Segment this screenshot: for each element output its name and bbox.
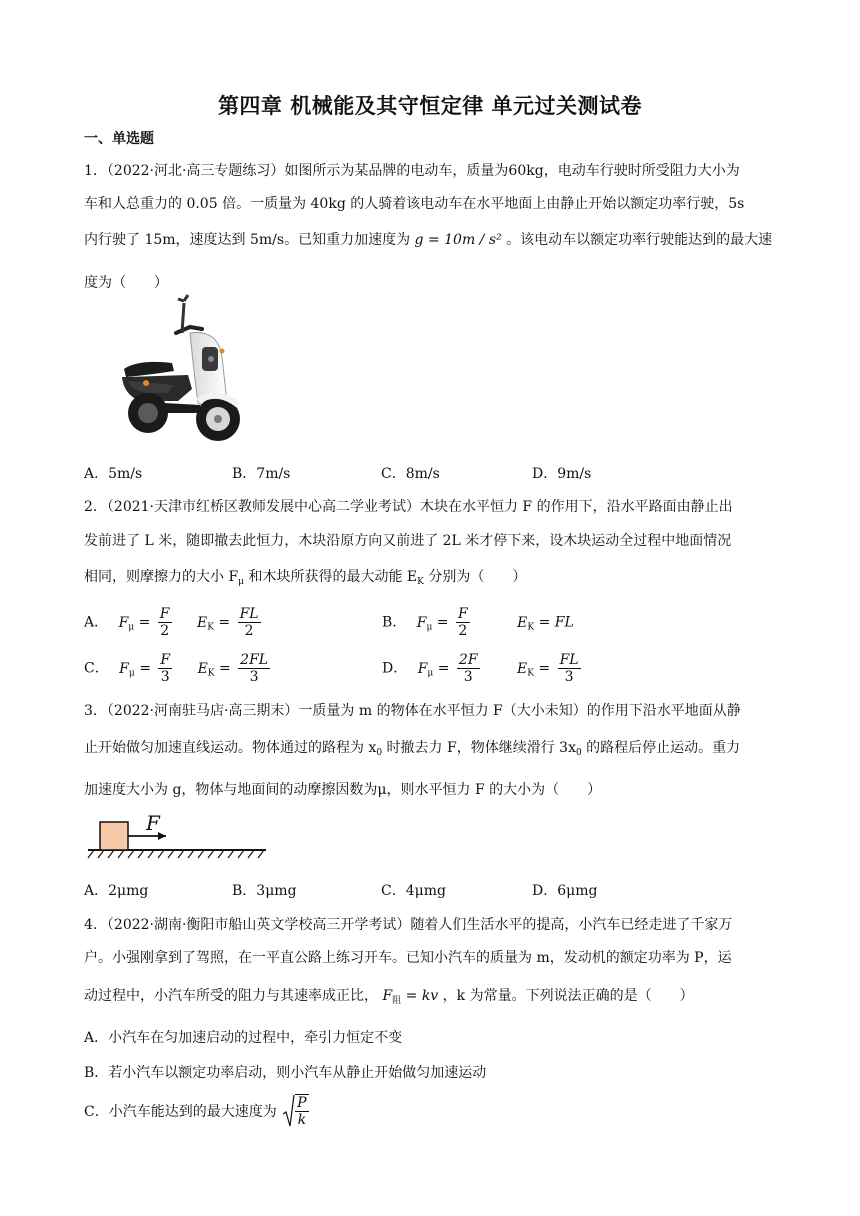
q4-line-3-text: 动过程中，小汽车所受的阻力与其速率成正比， <box>84 988 378 1004</box>
q3-line-3: 加速度大小为 g，物体与地面间的动摩擦因数为μ，则水平恒力 F 的大小为（ ） <box>84 782 602 798</box>
q2-line-3-tail: 分别为（ ） <box>428 569 527 585</box>
q1-option-a[interactable]: A．5m/s <box>84 466 143 482</box>
q2-line-2: 发前进了 L 米，随即撤去此恒力，木块沿原方向又前进了 2L 米才停下来，设木块运动全过程中地面情况 <box>84 533 732 549</box>
q2-sub-k: K <box>417 577 424 587</box>
q2-line-3-text: 相同，则摩擦力的大小 F <box>84 569 239 585</box>
q1-options <box>84 463 784 483</box>
q4-option-c[interactable]: C．小汽车能达到的最大速度为 $\frac{P}{k}$ <box>84 1095 307 1128</box>
block <box>100 822 128 850</box>
q1-line-1: 1．（2022·河北·高三专题练习）如图所示为某品牌的电动车，质量为60kg，电动车行驶时所受阻力大小为 <box>84 163 740 179</box>
q3-options <box>84 880 784 900</box>
q1-line-3 <box>84 229 784 249</box>
q4-formula-f: F <box>382 988 393 1004</box>
q4-formula-rhs: = kv <box>405 988 439 1004</box>
sqrt-symbol <box>283 1094 295 1128</box>
q4-line-1: 4．（2022·湖南·衡阳市船山英文学校高三开学考试）随着人们生活水平的提高，小汽车已经走进了千家万 <box>84 917 733 933</box>
q3-line-2-text: 止开始做匀加速直线运动。物体通过的路程为 x <box>84 740 377 756</box>
q1-option-c[interactable]: C．8m/s <box>381 466 440 482</box>
q4-option-b[interactable]: B．若小汽车以额定功率启动，则小汽车从静止开始做匀加速运动 <box>84 1065 487 1081</box>
q3-option-c[interactable]: C．4μmg <box>381 883 446 899</box>
q1-option-d[interactable]: D．9m/s <box>532 466 592 482</box>
q1-option-b[interactable]: B．7m/s <box>232 466 291 482</box>
block-force-diagram <box>84 812 270 860</box>
q4-line-3 <box>84 985 784 1006</box>
q1-gravity-formula: g = 10m / s² <box>414 232 502 248</box>
q3-option-b[interactable]: B．3μmg <box>232 883 297 899</box>
q4-line-3-tail: ，k 为常量。下列说法正确的是（ ） <box>442 988 694 1004</box>
q3-sub-0a: 0 <box>376 748 383 758</box>
q2-option-a[interactable]: A． $F_\mu$ = $\frac{F}{2}$ $E_K$ = $\frac{FL}{2}$ <box>84 606 259 639</box>
section-heading: 一、单选题 <box>84 131 154 147</box>
q1-line-4: 度为（ ） <box>84 275 168 291</box>
q1-line-3-text: 内行驶了 15m，速度达到 5m/s。已知重力加速度为 <box>84 232 411 248</box>
q1-line-3-tail: 。该电动车以额定功率行驶能达到的最大速 <box>506 232 773 248</box>
force-label: F <box>146 812 160 835</box>
q1-line-2: 车和人总重力的 0.05 倍。一质量为 40kg 的人骑着该电动车在水平地面上由静止开始以额定功率行驶，5s <box>84 196 745 212</box>
electric-scooter-image <box>118 293 258 449</box>
page-title: 第四章 机械能及其守恒定律 单元过关测试卷 <box>217 94 643 118</box>
q3-line-2-tail: 的路程后停止运动。重力 <box>586 740 741 756</box>
q3-line-2 <box>84 737 784 758</box>
q3-sub-0b: 0 <box>575 748 582 758</box>
q2-line-3-mid: 和木块所获得的最大动能 E <box>248 569 418 585</box>
q2-sub-mu: μ <box>238 577 245 587</box>
q3-option-a[interactable]: A．2μmg <box>84 883 149 899</box>
q4-line-2: 户。小强刚拿到了驾照，在一平直公路上练习开车。已知小汽车的质量为 m，发动机的额定功率为 P，运 <box>84 950 732 966</box>
q3-option-d[interactable]: D．6μmg <box>532 883 598 899</box>
q4-option-a[interactable]: A．小汽车在匀加速启动的过程中，牵引力恒定不变 <box>84 1030 403 1046</box>
q3-line-2-mid: 时撤去力 F，物体继续滑行 3x <box>386 740 576 756</box>
q3-line-1: 3．（2022·河南驻马店·高三期末）一质量为 m 的物体在水平恒力 F（大小未知）的作用下沿水平地面从静 <box>84 703 741 719</box>
q2-option-c[interactable]: C． $F_\mu$ = $\frac{F}{3}$ $E_K$ = $\frac{2FL}{3}$ <box>84 652 269 685</box>
q4-option-c-text: C．小汽车能达到的最大速度为 <box>84 1104 277 1120</box>
q2-line-1: 2．（2021·天津市红桥区教师发展中心高二学业考试）木块在水平恒力 F 的作用下，沿水平路面由静止出 <box>84 499 733 515</box>
q4-formula-sub: 阻 <box>392 996 402 1006</box>
q2-line-3 <box>84 566 784 587</box>
q2-option-b[interactable]: B． $F_\mu$ = $\frac{F}{2}$ $E_K$ = FL <box>382 606 574 639</box>
q2-option-d[interactable]: D． $F_\mu$ = $\frac{2F}{3}$ $E_K$ = $\frac{FL}{3}$ <box>382 652 579 685</box>
